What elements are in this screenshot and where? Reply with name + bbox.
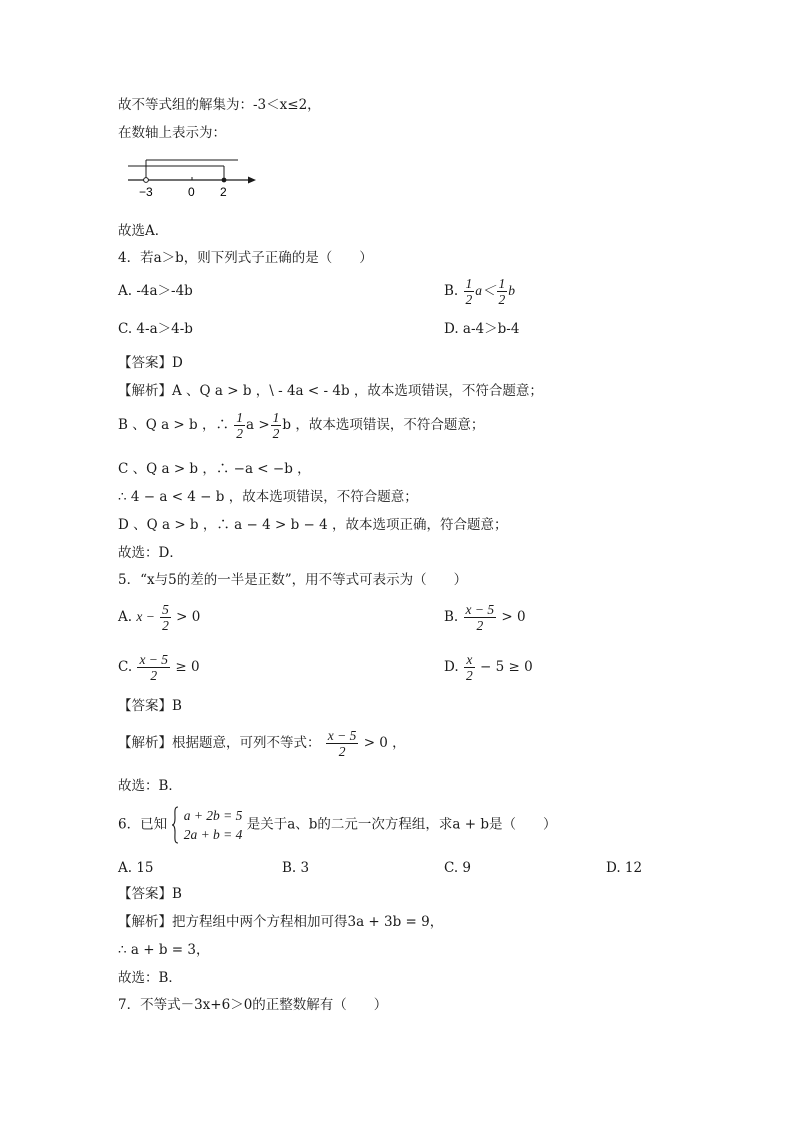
fraction-half: $\frac{1}{2}$ bbox=[465, 276, 473, 307]
q4-option-d: D. a-4＞b-4 bbox=[444, 321, 520, 337]
select-d-line: 故选：D． bbox=[118, 545, 183, 561]
answer-4: 【答案】D bbox=[118, 355, 183, 371]
solution-set-line: 故不等式组的解集为：-3＜x≤2， bbox=[118, 97, 321, 113]
question-6: 6．已知 a + 2b = 5 2a + b = 4 是关于a、b的二元一次方程组，求a + b是（ ） bbox=[118, 808, 557, 842]
q6-option-b: B. 3 bbox=[282, 860, 310, 876]
answer-6: 【答案】B bbox=[118, 886, 182, 902]
q6-option-a: A. 15 bbox=[118, 860, 154, 876]
question-5: 5．“x与5的差的一半是正数”，用不等式可表示为（ ） bbox=[118, 572, 468, 588]
q4-option-c: C. 4-a＞4-b bbox=[118, 321, 193, 337]
tick-label-0: 0 bbox=[188, 185, 195, 199]
q5-option-a: A. x − $\frac{5}{2}$ > 0 bbox=[118, 602, 201, 633]
explanation-4-line5: D 、Q a > b ，∴ a − 4 > b − 4 ，故本选项正确，符合题意； bbox=[118, 517, 508, 533]
select-b-line-5: 故选：B． bbox=[118, 778, 182, 794]
explanation-6-line2: ∴ a + b = 3， bbox=[118, 942, 210, 958]
select-b-line-6: 故选：B． bbox=[118, 970, 182, 986]
answer-5: 【答案】B bbox=[118, 698, 182, 714]
number-line-caption: 在数轴上表示为： bbox=[118, 125, 226, 141]
explanation-6-line1: 【解析】把方程组中两个方程相加可得3a + 3b = 9， bbox=[118, 914, 444, 930]
explanation-4-line2: B 、Q a > b ，∴ $\frac{1}{2}$ a > $\frac{1}{2}$ b ，故本选项错误，不符合题意； bbox=[118, 410, 485, 441]
q5-option-d: D. $\frac{x}{2}$ − 5 ≥ 0 bbox=[444, 652, 533, 683]
q4-option-a: A. -4a＞-4b bbox=[118, 283, 193, 299]
tick-label-minus3: −3 bbox=[139, 185, 153, 199]
tick-label-2: 2 bbox=[220, 185, 227, 199]
question-4: 4．若a＞b，则下列式子正确的是（ ） bbox=[118, 250, 373, 266]
explanation-4-line3: C 、Q a > b ，∴ −a < −b ， bbox=[118, 461, 311, 477]
equation-system: a + 2b = 5 2a + b = 4 bbox=[183, 808, 243, 842]
explanation-4-line4: ∴ 4 − a < 4 − b ，故本选项错误，不符合题意； bbox=[118, 489, 418, 505]
q6-option-d: D. 12 bbox=[606, 860, 643, 876]
explanation-5: 【解析】根据题意，可列不等式： $\frac{x - 5}{2}$ > 0 ， bbox=[118, 728, 406, 759]
explanation-4-line1: 【解析】A 、Q a > b ，\ - 4a < - 4b ，故本选项错误，不符合题意； bbox=[118, 383, 543, 399]
select-a-line: 故选A． bbox=[118, 223, 169, 239]
question-7: 7．不等式－3x+6＞0的正整数解有（ ） bbox=[118, 997, 388, 1013]
q6-option-c: C. 9 bbox=[444, 860, 472, 876]
q4-option-b: B. $\frac{1}{2}$ a＜ $\frac{1}{2}$ b bbox=[444, 276, 516, 307]
q5-option-c: C. $\frac{x - 5}{2}$ ≥ 0 bbox=[118, 652, 200, 683]
fraction-half: $\frac{1}{2}$ bbox=[498, 276, 506, 307]
brace-icon bbox=[171, 806, 179, 844]
number-line-diagram bbox=[126, 154, 256, 200]
q5-option-b: B. $\frac{x - 5}{2}$ > 0 bbox=[444, 602, 526, 633]
